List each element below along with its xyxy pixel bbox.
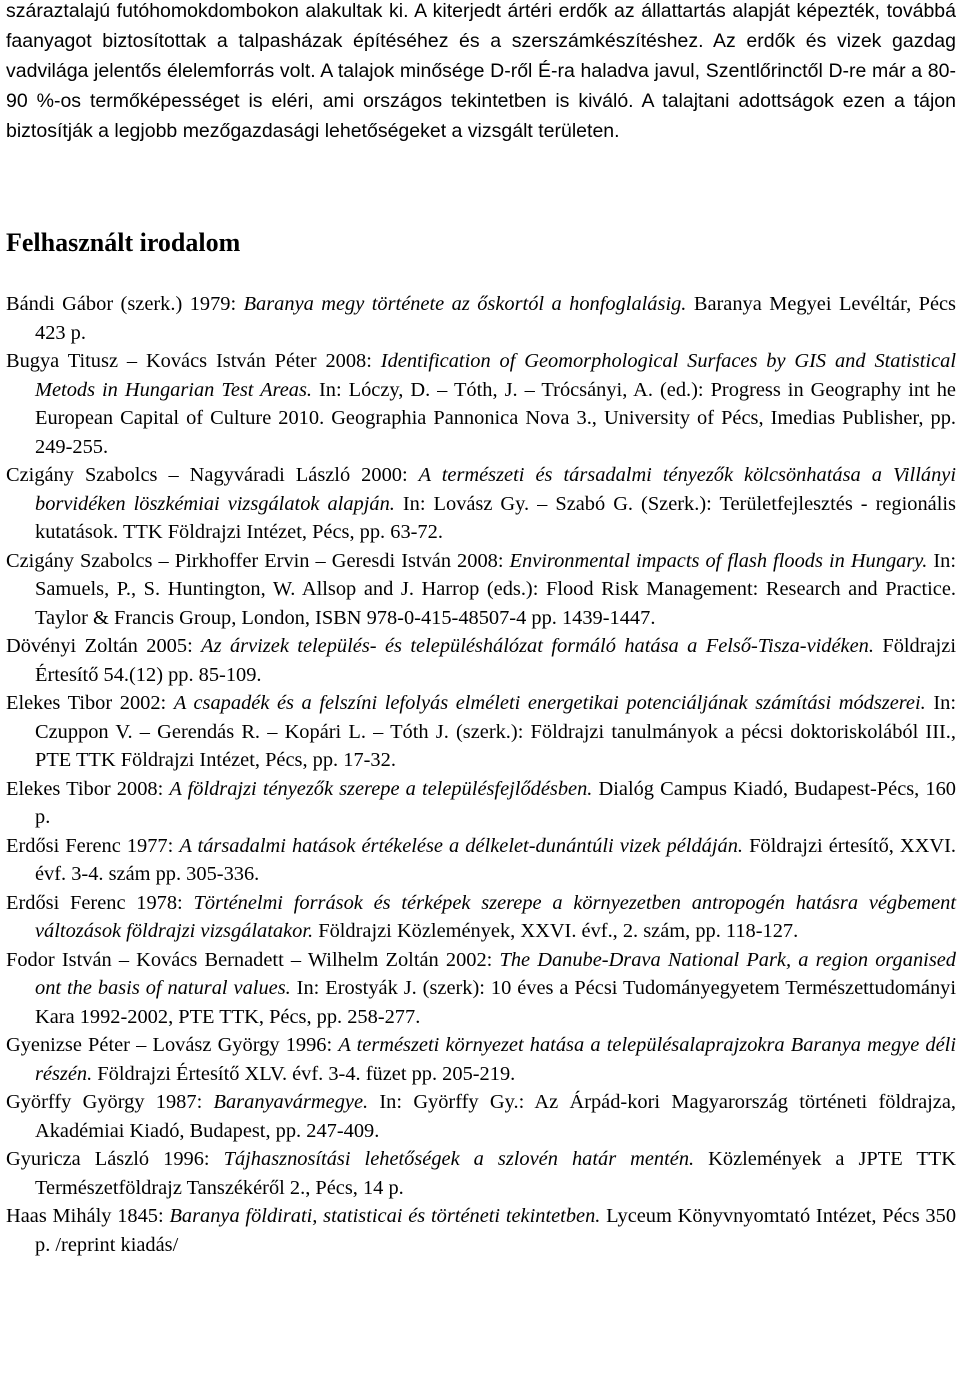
reference-authors: Bándi Gábor (szerk.) 1979:	[6, 293, 244, 315]
reference-item	[6, 689, 956, 775]
reference-title: Történelmi források és térképek szerepe a környezetben antropogén hatásra végbement változások földrajzi vizsgálatakor.	[35, 891, 956, 942]
reference-authors: Elekes Tibor 2002:	[6, 692, 174, 714]
reference-authors: Erdősi Ferenc 1978:	[6, 891, 194, 914]
reference-authors: Györffy György 1987:	[6, 1091, 214, 1113]
reference-list	[6, 290, 956, 1259]
reference-source: Földrajzi értesítő, XXVI. évf. 3-4. szám pp. 305-336.	[35, 834, 956, 885]
reference-authors: Czigány Szabolcs – Nagyváradi László 2000:	[6, 464, 419, 486]
reference-item	[6, 1088, 956, 1145]
reference-title: Baranyavármegye.	[213, 1091, 369, 1113]
reference-title: A csapadék és a felszíni lefolyás elméleti energetikai potenciáljának számítási módszerei.	[173, 692, 926, 714]
reference-title: A természeti és társadalmi tényezők kölcsönhatása a Villányi borvidéken löszkémiai vizsgálatok alapján.	[35, 464, 956, 515]
reference-authors: Bugya Titusz – Kovács István Péter 2008:	[6, 350, 381, 372]
reference-title: A földrajzi tényezők szerepe a településfejlődésben.	[169, 777, 593, 800]
reference-title: Tájhasznosítási lehetőségek a szlovén határ mentén.	[223, 1148, 695, 1170]
reference-authors: Elekes Tibor 2008:	[6, 777, 170, 800]
reference-item	[6, 347, 956, 461]
reference-authors: Gyuricza László 1996:	[6, 1148, 224, 1170]
reference-title: The Danube-Drava National Park, a region organised ont the basis of natural values.	[35, 948, 956, 999]
reference-source: In: Czuppon V. – Gerendás R. – Kopári L. – Tóth J. (szerk.): Földrajzi tanulmányok a pécsi doktoriskolából III., PTE TTK Földrajzi Intézet, Pécs, pp. 17-32.	[35, 692, 956, 771]
reference-authors: Dövényi Zoltán 2005:	[6, 635, 202, 657]
reference-title: Az árvizek település- és településhálózat formáló hatása a Felső-Tisza-vidéken.	[201, 635, 874, 657]
reference-source: Földrajzi Közlemények, XXVI. évf., 2. szám, pp. 118-127.	[313, 920, 799, 942]
section-heading: Felhasznált irodalom	[6, 228, 241, 257]
reference-title: Identification of Geomorphological Surfaces by GIS and Statistical Metods in Hungarian Test Areas.	[35, 350, 957, 401]
reference-title: A természeti környezet hatása a településalaprajzokra Baranya megye déli részén.	[35, 1034, 957, 1085]
reference-title: Environmental impacts of flash floods in Hungary.	[509, 549, 928, 572]
reference-item	[6, 889, 956, 946]
reference-source: In: Lóczy, D. – Tóth, J. – Trócsányi, A. (ed.): Progress in Geography int he European Capital of Culture 2010. Geographia Pannonica Nova 3., University of Pécs, Imedias Publisher, pp. 249-255.	[35, 378, 956, 458]
reference-source: Földrajzi Értesítő XLV. évf. 3-4. füzet pp. 205-219.	[92, 1062, 516, 1085]
reference-source: Lyceum Könyvnyomtató Intézet, Pécs 350 p. /reprint kiadás/	[35, 1205, 957, 1256]
reference-item	[6, 1031, 956, 1088]
reference-source: In: Erostyák J. (szerk): 10 éves a Pécsi Tudományegyetem Természettudományi Kara 1992-2002, PTE TTK, Pécs, pp. 258-277.	[35, 977, 957, 1028]
reference-title: Baranya földirati, statisticai és történeti tekintetben.	[169, 1205, 601, 1227]
reference-item	[6, 1202, 956, 1259]
reference-authors: Fodor István – Kovács Bernadett – Wilhelm Zoltán 2002:	[6, 948, 500, 971]
reference-title: A társadalmi hatások értékelése a délkelet-dunántúli vizek példáján.	[179, 834, 743, 857]
reference-item	[6, 946, 956, 1032]
reference-authors: Haas Mihály 1845:	[6, 1205, 170, 1227]
reference-item	[6, 832, 956, 889]
reference-source: In: Samuels, P., S. Huntington, W. Allsop and J. Harrop (eds.): Flood Risk Management: Research and Practice. Taylor & Francis Group, London, ISBN 978-0-415-48507-4 pp. 1439-1447.	[35, 549, 956, 629]
reference-authors: Czigány Szabolcs – Pirkhoffer Ervin – Geresdi István 2008:	[6, 549, 510, 572]
reference-item	[6, 632, 956, 689]
reference-source: In: Lovász Gy. – Szabó G. (Szerk.): Területfejlesztés - regionális kutatások. TTK Földrajzi Intézet, Pécs, pp. 63-72.	[35, 492, 956, 543]
reference-item	[6, 775, 956, 832]
reference-source: Földrajzi Értesítő 54.(12) pp. 85-109.	[35, 635, 956, 686]
reference-source: Baranya Megyei Levéltár, Pécs 423 p.	[35, 293, 956, 344]
reference-authors: Gyenizse Péter – Lovász György 1996:	[6, 1034, 339, 1056]
reference-source: Közlemények a JPTE TTK Természetföldrajz Tanszékéről 2., Pécs, 14 p.	[35, 1148, 956, 1199]
reference-source: In: Györffy Gy.: Az Árpád-kori Magyarország történeti földrajza, Akadémiai Kiadó, Budapest, pp. 247-409.	[35, 1091, 957, 1142]
reference-source: Dialóg Campus Kiadó, Budapest-Pécs, 160 p.	[35, 777, 956, 828]
reference-item	[6, 1145, 956, 1202]
reference-item	[6, 461, 956, 547]
reference-item	[6, 290, 956, 347]
reference-authors: Erdősi Ferenc 1977:	[6, 834, 180, 857]
reference-title: Baranya megy története az őskortól a honfoglalásig.	[243, 293, 687, 315]
reference-item	[6, 547, 956, 633]
intro-paragraph: száraztalajú futóhomokdombokon alakultak ki. A kiterjedt ártéri erdők az állattartás alapját képezték, továbbá faanyagot biztosítottak a talpasházak építéséhez és a szerszámkészítéshez. Az erdők és vizek gazdag vadvilága jelentős élelemforrás volt. A talajok minősége D-ről É-ra haladva javul, Szentlőrinctől D-re már a 80-90 %-os termőképességet is eléri, ami országos tekintetben is kiváló. A talajtani adottságok ezen a tájon biztosítják a legjobb mezőgazdasági lehetőségeket a vizsgált területen.	[6, 0, 956, 142]
